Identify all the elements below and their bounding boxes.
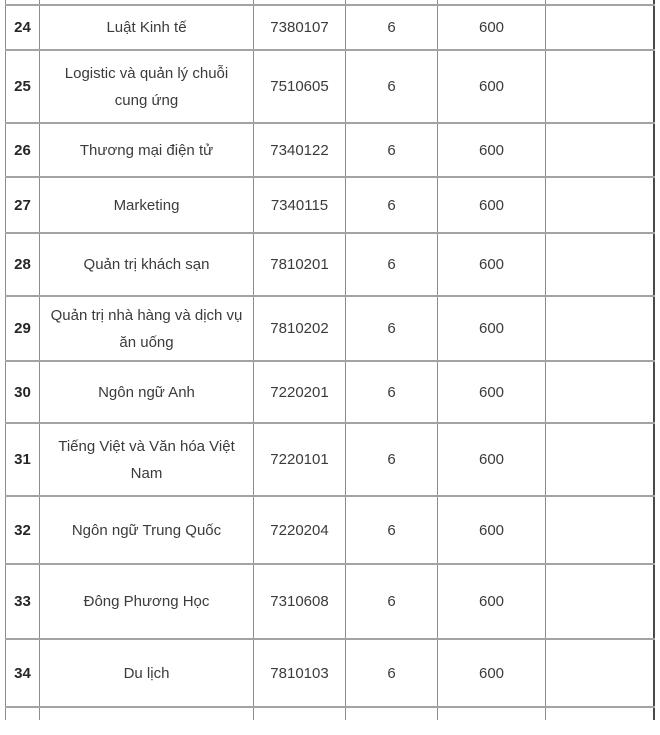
value-cell: 600 xyxy=(438,639,546,707)
major-code-cell: 7810202 xyxy=(254,296,346,361)
empty-cell xyxy=(546,564,654,639)
row-number-cell: 28 xyxy=(6,233,40,296)
empty-cell xyxy=(546,423,654,496)
major-name-cell: Du lịch xyxy=(40,639,254,707)
majors-table xyxy=(5,0,655,720)
major-name-cell: Thương mại điện tử xyxy=(40,123,254,177)
value-cell: 600 xyxy=(438,233,546,296)
value-cell: 600 xyxy=(438,496,546,564)
major-name-cell: Đông Phương Học xyxy=(40,564,254,639)
empty-cell xyxy=(546,296,654,361)
major-code-cell: 7310608 xyxy=(254,564,346,639)
value-cell: 6 xyxy=(346,639,438,707)
value-cell: 600 xyxy=(438,296,546,361)
major-name-cell: Tiếng Việt và Văn hóa Việt Nam xyxy=(40,423,254,496)
major-code-cell: 7510605 xyxy=(254,50,346,123)
value-cell: 6 xyxy=(346,177,438,233)
value-cell: 600 xyxy=(438,5,546,50)
value-cell: 6 xyxy=(346,423,438,496)
major-code-cell: 7220204 xyxy=(254,496,346,564)
value-cell: 6 xyxy=(346,5,438,50)
row-number-cell: 31 xyxy=(6,423,40,496)
value-cell: 6 xyxy=(346,123,438,177)
value-cell: 600 xyxy=(438,423,546,496)
table-row xyxy=(6,5,654,50)
empty-cell xyxy=(254,707,346,720)
row-number-cell: 24 xyxy=(6,5,40,50)
empty-cell xyxy=(546,233,654,296)
table-row xyxy=(6,123,654,177)
major-name-cell: Logistic và quản lý chuỗi cung ứng xyxy=(40,50,254,123)
majors-table-container xyxy=(5,0,655,720)
value-cell: 6 xyxy=(346,361,438,423)
empty-cell xyxy=(546,707,654,720)
value-cell: 600 xyxy=(438,564,546,639)
value-cell: 6 xyxy=(346,233,438,296)
empty-cell xyxy=(546,361,654,423)
partial-row-bottom xyxy=(6,707,654,720)
major-code-cell: 7340122 xyxy=(254,123,346,177)
table-row xyxy=(6,296,654,361)
major-name-cell: Quản trị khách sạn xyxy=(40,233,254,296)
row-number-cell: 26 xyxy=(6,123,40,177)
value-cell: 600 xyxy=(438,177,546,233)
major-code-cell: 7810201 xyxy=(254,233,346,296)
major-name-cell: Marketing xyxy=(40,177,254,233)
value-cell: 6 xyxy=(346,50,438,123)
major-code-cell: 7380107 xyxy=(254,5,346,50)
row-number-cell: 25 xyxy=(6,50,40,123)
table-row xyxy=(6,423,654,496)
table-row xyxy=(6,50,654,123)
row-number-cell: 27 xyxy=(6,177,40,233)
table-row xyxy=(6,496,654,564)
major-code-cell: 7220101 xyxy=(254,423,346,496)
major-code-cell: 7340115 xyxy=(254,177,346,233)
empty-cell xyxy=(40,707,254,720)
value-cell: 600 xyxy=(438,123,546,177)
empty-cell xyxy=(546,177,654,233)
value-cell: 6 xyxy=(346,496,438,564)
major-code-cell: 7220201 xyxy=(254,361,346,423)
value-cell: 6 xyxy=(346,296,438,361)
empty-cell xyxy=(546,5,654,50)
empty-cell xyxy=(546,123,654,177)
row-number-cell: 29 xyxy=(6,296,40,361)
row-number-cell: 34 xyxy=(6,639,40,707)
value-cell: 6 xyxy=(346,564,438,639)
table-row xyxy=(6,233,654,296)
row-number-cell: 30 xyxy=(6,361,40,423)
table-row xyxy=(6,564,654,639)
value-cell: 600 xyxy=(438,50,546,123)
empty-cell xyxy=(546,496,654,564)
row-number-cell: 33 xyxy=(6,564,40,639)
row-number-cell: 32 xyxy=(6,496,40,564)
table-row xyxy=(6,177,654,233)
major-name-cell: Ngôn ngữ Anh xyxy=(40,361,254,423)
empty-cell xyxy=(546,639,654,707)
value-cell: 600 xyxy=(438,361,546,423)
major-code-cell: 7810103 xyxy=(254,639,346,707)
table-row xyxy=(6,639,654,707)
empty-cell xyxy=(546,50,654,123)
major-name-cell: Luật Kinh tế xyxy=(40,5,254,50)
empty-cell xyxy=(346,707,438,720)
table-row xyxy=(6,361,654,423)
major-name-cell: Ngôn ngữ Trung Quốc xyxy=(40,496,254,564)
major-name-cell: Quản trị nhà hàng và dịch vụ ăn uống xyxy=(40,296,254,361)
empty-cell xyxy=(438,707,546,720)
empty-cell xyxy=(6,707,40,720)
